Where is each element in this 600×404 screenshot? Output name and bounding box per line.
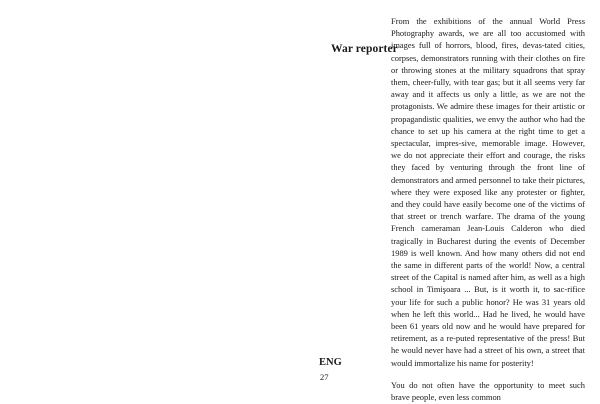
section-title: War reporter [331, 43, 398, 55]
page-number: 27 [320, 372, 329, 382]
paragraph-1: From the exhibitions of the annual World Press Photography awards, we are all too accustomed with images full of horrors, blood, fires, devas-tated cities, corpses, demonstrators running with their clothes on fire or throwing stones at the military squadrons that spray them, cheer-fully, with tear gas; but it all seems very far away and it affects us only a little, as we are not the protagonists. We admire these images for their artistic or propagandistic qualities, we envy the author who had the chance to set up his camera at the right time to get a spectacular, impres-sive, memorable image. However, we do not appreciate their effort and courage, the risks they faced by venturing through the front line of demonstrators and armed personnel to take their pictures, where they were exposed like any protester or fighter, and they could have easily become one of the victims of that street or trench warfare. The drama of the young French cameraman Jean-Louis Calderon who died tragically in Bucharest during the events of December 1989 is well known. And how many others did not end the same in different parts of the world! Now, a central street of the Capital is named after him, as well as a high school in Timişoara ... But, is it worth it, to sac-rifice your life for such a public honor? He was 31 years old when he left this world... Had he lived, he would have been 61 years old now and he would have prepared for retirement, as a re-puted representative of the press! But he would never have had a street of his own, a street that would immortalize his name for posterity! [391, 16, 585, 368]
paragraph-2: You do not often have the opportunity to meet such brave people, even less common [391, 379, 585, 403]
article-body [391, 15, 585, 403]
language-label: ENG [319, 357, 342, 368]
